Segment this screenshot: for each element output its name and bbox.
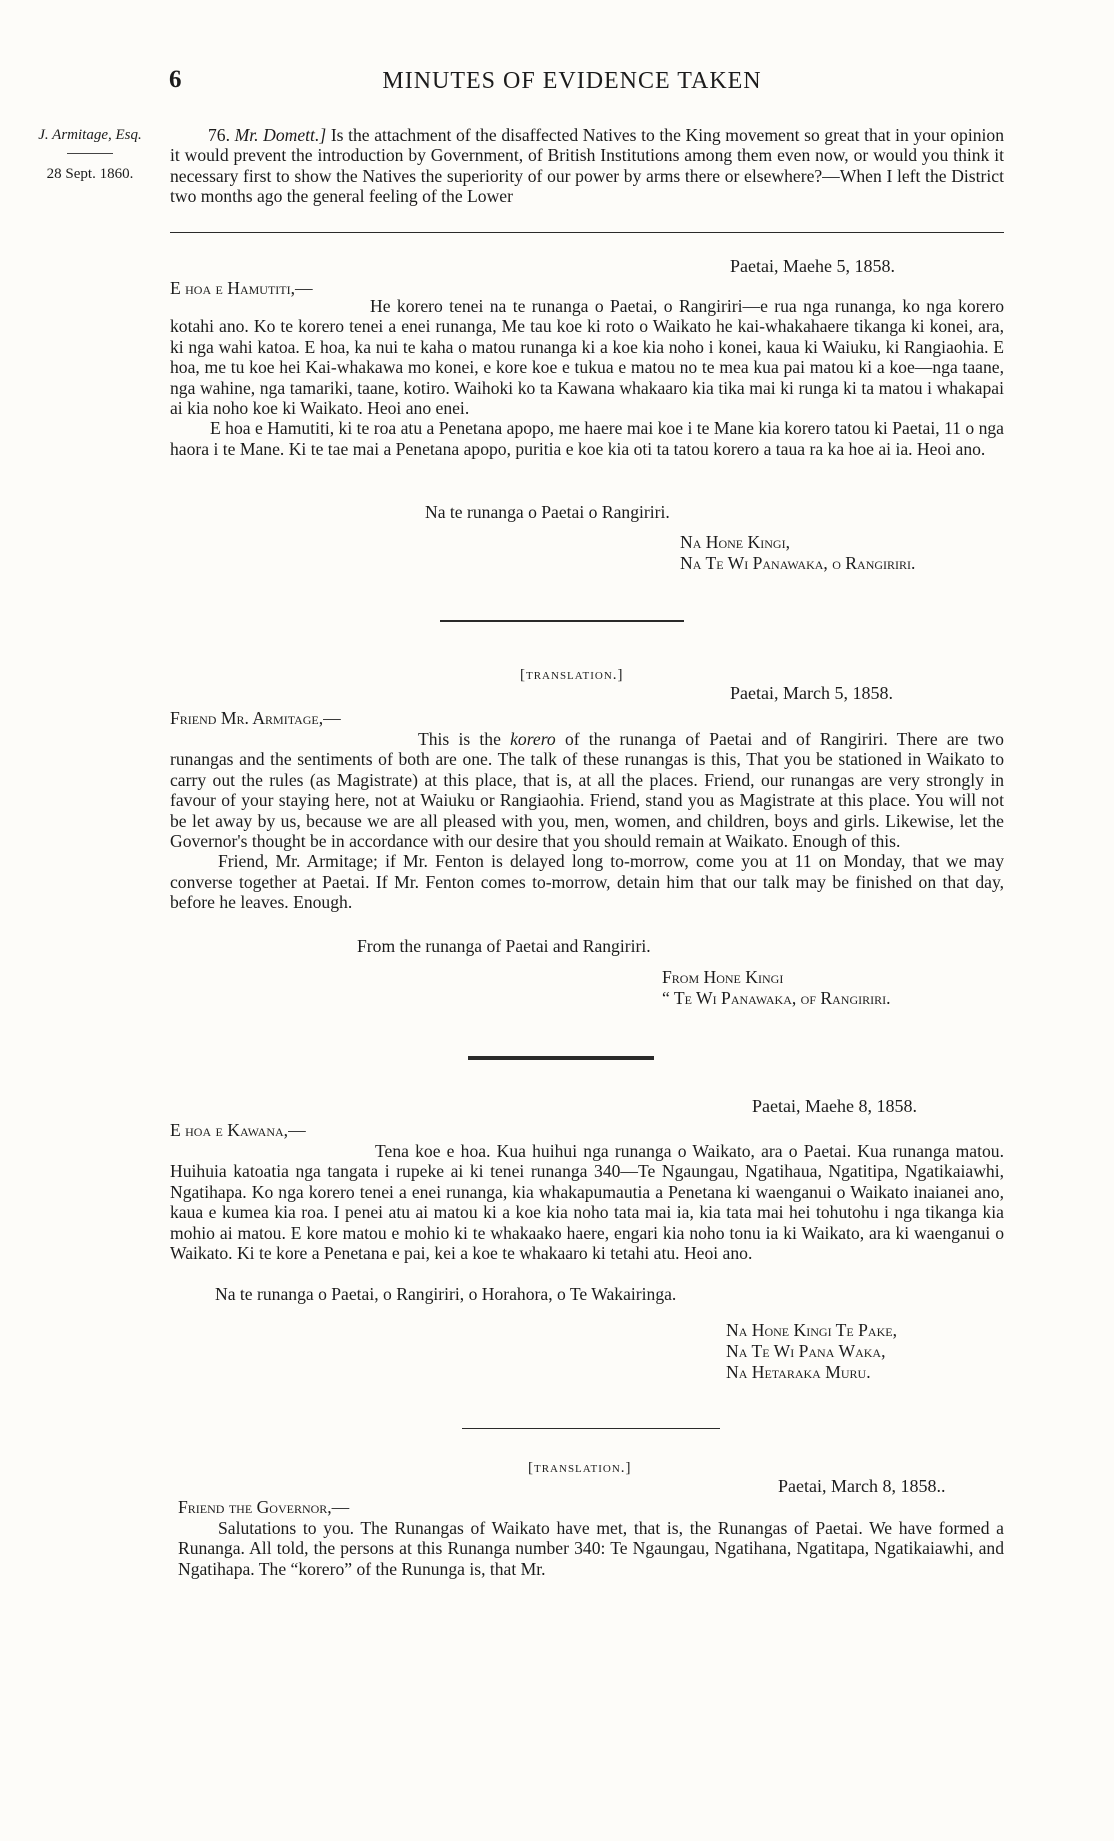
margin-note: [30, 125, 150, 184]
section-divider: [440, 620, 684, 622]
translation1-paragraph-2: Friend, Mr. Armitage; if Mr. Fenton is delayed long to-morrow, come you at 11 on Monday, that we may converse together at Paetai. If Mr. Fenton comes to-morrow, detain him that our talk may be finished on that day, before he leaves. Enough.: [170, 851, 1004, 913]
letter2-signature-3: Na Hetaraka Muru.: [726, 1362, 871, 1382]
section-divider: [170, 232, 1004, 233]
translation1-signature-2: “ Te Wi Panawaka, of Rangiriri.: [662, 988, 891, 1008]
letter1-signature-2: Na Te Wi Panawaka, o Rangiriri.: [680, 553, 916, 573]
letter1-signature-1: Na Hone Kingi,: [680, 532, 790, 552]
letter1-dateline: Paetai, Maehe 5, 1858.: [730, 256, 895, 276]
page-number: 6: [169, 66, 182, 93]
letter1-salutation: E hoa e Hamutiti,—: [170, 278, 313, 298]
letter2-dateline: Paetai, Maehe 8, 1858.: [752, 1096, 917, 1116]
letter1-body: [170, 296, 1004, 459]
letter2-paragraph: Tena koe e hoa. Kua huihui nga runanga o Waikato, ara o Paetai. Kua runanga matou. Huihuia katoatia nga tangata i rupeke ai ki tenei runanga 340—Te Ngaungau, Ngatihaua, Ngatitipa, Ngatikaiawhi, Ngatihapa. Ko nga korero tenei a enei runanga, kia whakapumautia a Penetana ki waenganui o Waikato inaianei ano, kaua e kumea kia roa. I penei atu ai matou ki a koe kia noho tata mai ia, kia tata mai hei tohutohu i nga tikanga kia mohio ai matou. E kore matou e mohio ki te whakaako haere, engari kia noho tonu ia ki Waikato, ara ki waenganui o Waikato. Ki te kore a Penetana e pai, kei a koe te whakaaro ki tetahi atu. Heoi ano.: [170, 1141, 1004, 1264]
questioner: Mr. Domett.]: [234, 125, 327, 145]
letter2-body: [170, 1141, 1004, 1263]
letter2-signature-1: Na Hone Kingi Te Pake,: [726, 1320, 897, 1340]
letter1-paragraph-1: He korero tenei na te runanga o Paetai, o Rangiriri—e rua nga runanga, ko nga korero kotahi ano. Ko te korero tenei a enei runanga, Me tau koe ki roto o Waikato he kai-whakahaere tikanga ki konei, ara, ki nga wahi katoa. E hoa, ka nui te kaha o matou runanga ki a koe kia noho i konei, kaua ki Waiuku, ki Rangiaohia. E hoa, me tu koe hei Kai-whakawa mo konei, e kore koe e tukua e matou no te mea kua pai matou ki a koe—nga taane, nga wahine, nga tamariki, taane, kotiro. Waihoki ko ta Kawana whakaaro kia tika mai ki runga ki ta matou i whakapai ai kia noho koe ki Waikato. Heoi ano enei.: [170, 296, 1004, 419]
translation2-label: [translation.]: [528, 1460, 632, 1476]
question-number: 76.: [208, 125, 230, 145]
section-divider: [462, 1428, 720, 1429]
margin-date: 28 Sept. 1860.: [46, 166, 134, 182]
question-text: Is the attachment of the disaffected Natives to the King movement so great that in your opinion it would prevent the introduction by Government, of British Institutions among them even now, or would you think it necessary first to show the Natives the superiority of our power by arms there or elsewhere?—When I left the District two months ago the general feeling of the Lower: [170, 125, 1005, 207]
letter2-signature-2: Na Te Wi Pana Waka,: [726, 1341, 886, 1361]
translation2-paragraph: Salutations to you. The Runangas of Waikato have met, that is, the Runangas of Paetai. We have formed a Runanga. All told, the persons at this Runanga number 340: Te Ngaungau, Ngatihana, Ngatitapa, Ngatikaiawhi, and Ngatihapa. The “korero” of the Rununga is, that Mr.: [178, 1518, 1004, 1579]
translation1-salutation: Friend Mr. Armitage,—: [170, 708, 341, 728]
margin-witness: J. Armitage, Esq.: [38, 127, 142, 143]
letter2-from: Na te runanga o Paetai, o Rangiriri, o Horahora, o Te Wakairinga.: [215, 1284, 677, 1304]
question-76: [170, 125, 1004, 207]
translation1-label: [translation.]: [520, 667, 624, 683]
translation1-dateline: Paetai, March 5, 1858.: [730, 683, 893, 703]
translation1-from: From the runanga of Paetai and Rangiriri.: [357, 936, 651, 956]
translation2-body: [178, 1518, 1004, 1579]
letter2-salutation: E hoa e Kawana,—: [170, 1120, 306, 1140]
translation2-dateline: Paetai, March 8, 1858..: [778, 1476, 946, 1496]
translation1-body: [170, 729, 1004, 913]
letter1-paragraph-2: E hoa e Hamutiti, ki te roa atu a Penetana apopo, me haere mai koe i te Mane kia korero tatou ki Paetai, 11 o nga haora i te Mane. Ki te tae mai a Penetana apopo, puritia e koe kia oti ta tatou korero a taua ra ka hoe ai ia. Heoi ano.: [170, 418, 1004, 459]
korero-term: korero: [510, 729, 556, 749]
translation1-paragraph-1: This is the korero of the runanga of Paetai and of Rangiriri. There are two runangas and the sentiments of both are one. The talk of these runangas is this, That you be stationed in Waikato to carry out the rules (as Magistrate) at this place, that is, at all the places. Friend, our runangas are very strongly in favour of your staying here, not at Waiuku or Rangiaohia. Friend, stand you as Magistrate at this place. You will not be let away by us, because we are all pleased with you, men, women, and children, boys and girls. Likewise, let the Governor's thought be in accordance with our desire that you should remain at Waikato. Enough of this.: [170, 729, 1004, 852]
translation2-salutation: Friend the Governor,—: [178, 1497, 350, 1517]
margin-divider: [67, 153, 113, 154]
translation1-signature-1: From Hone Kingi: [662, 967, 784, 987]
letter1-from: Na te runanga o Paetai o Rangiriri.: [425, 502, 670, 522]
section-divider: [468, 1056, 654, 1060]
running-head: MINUTES OF EVIDENCE TAKEN: [382, 68, 762, 94]
